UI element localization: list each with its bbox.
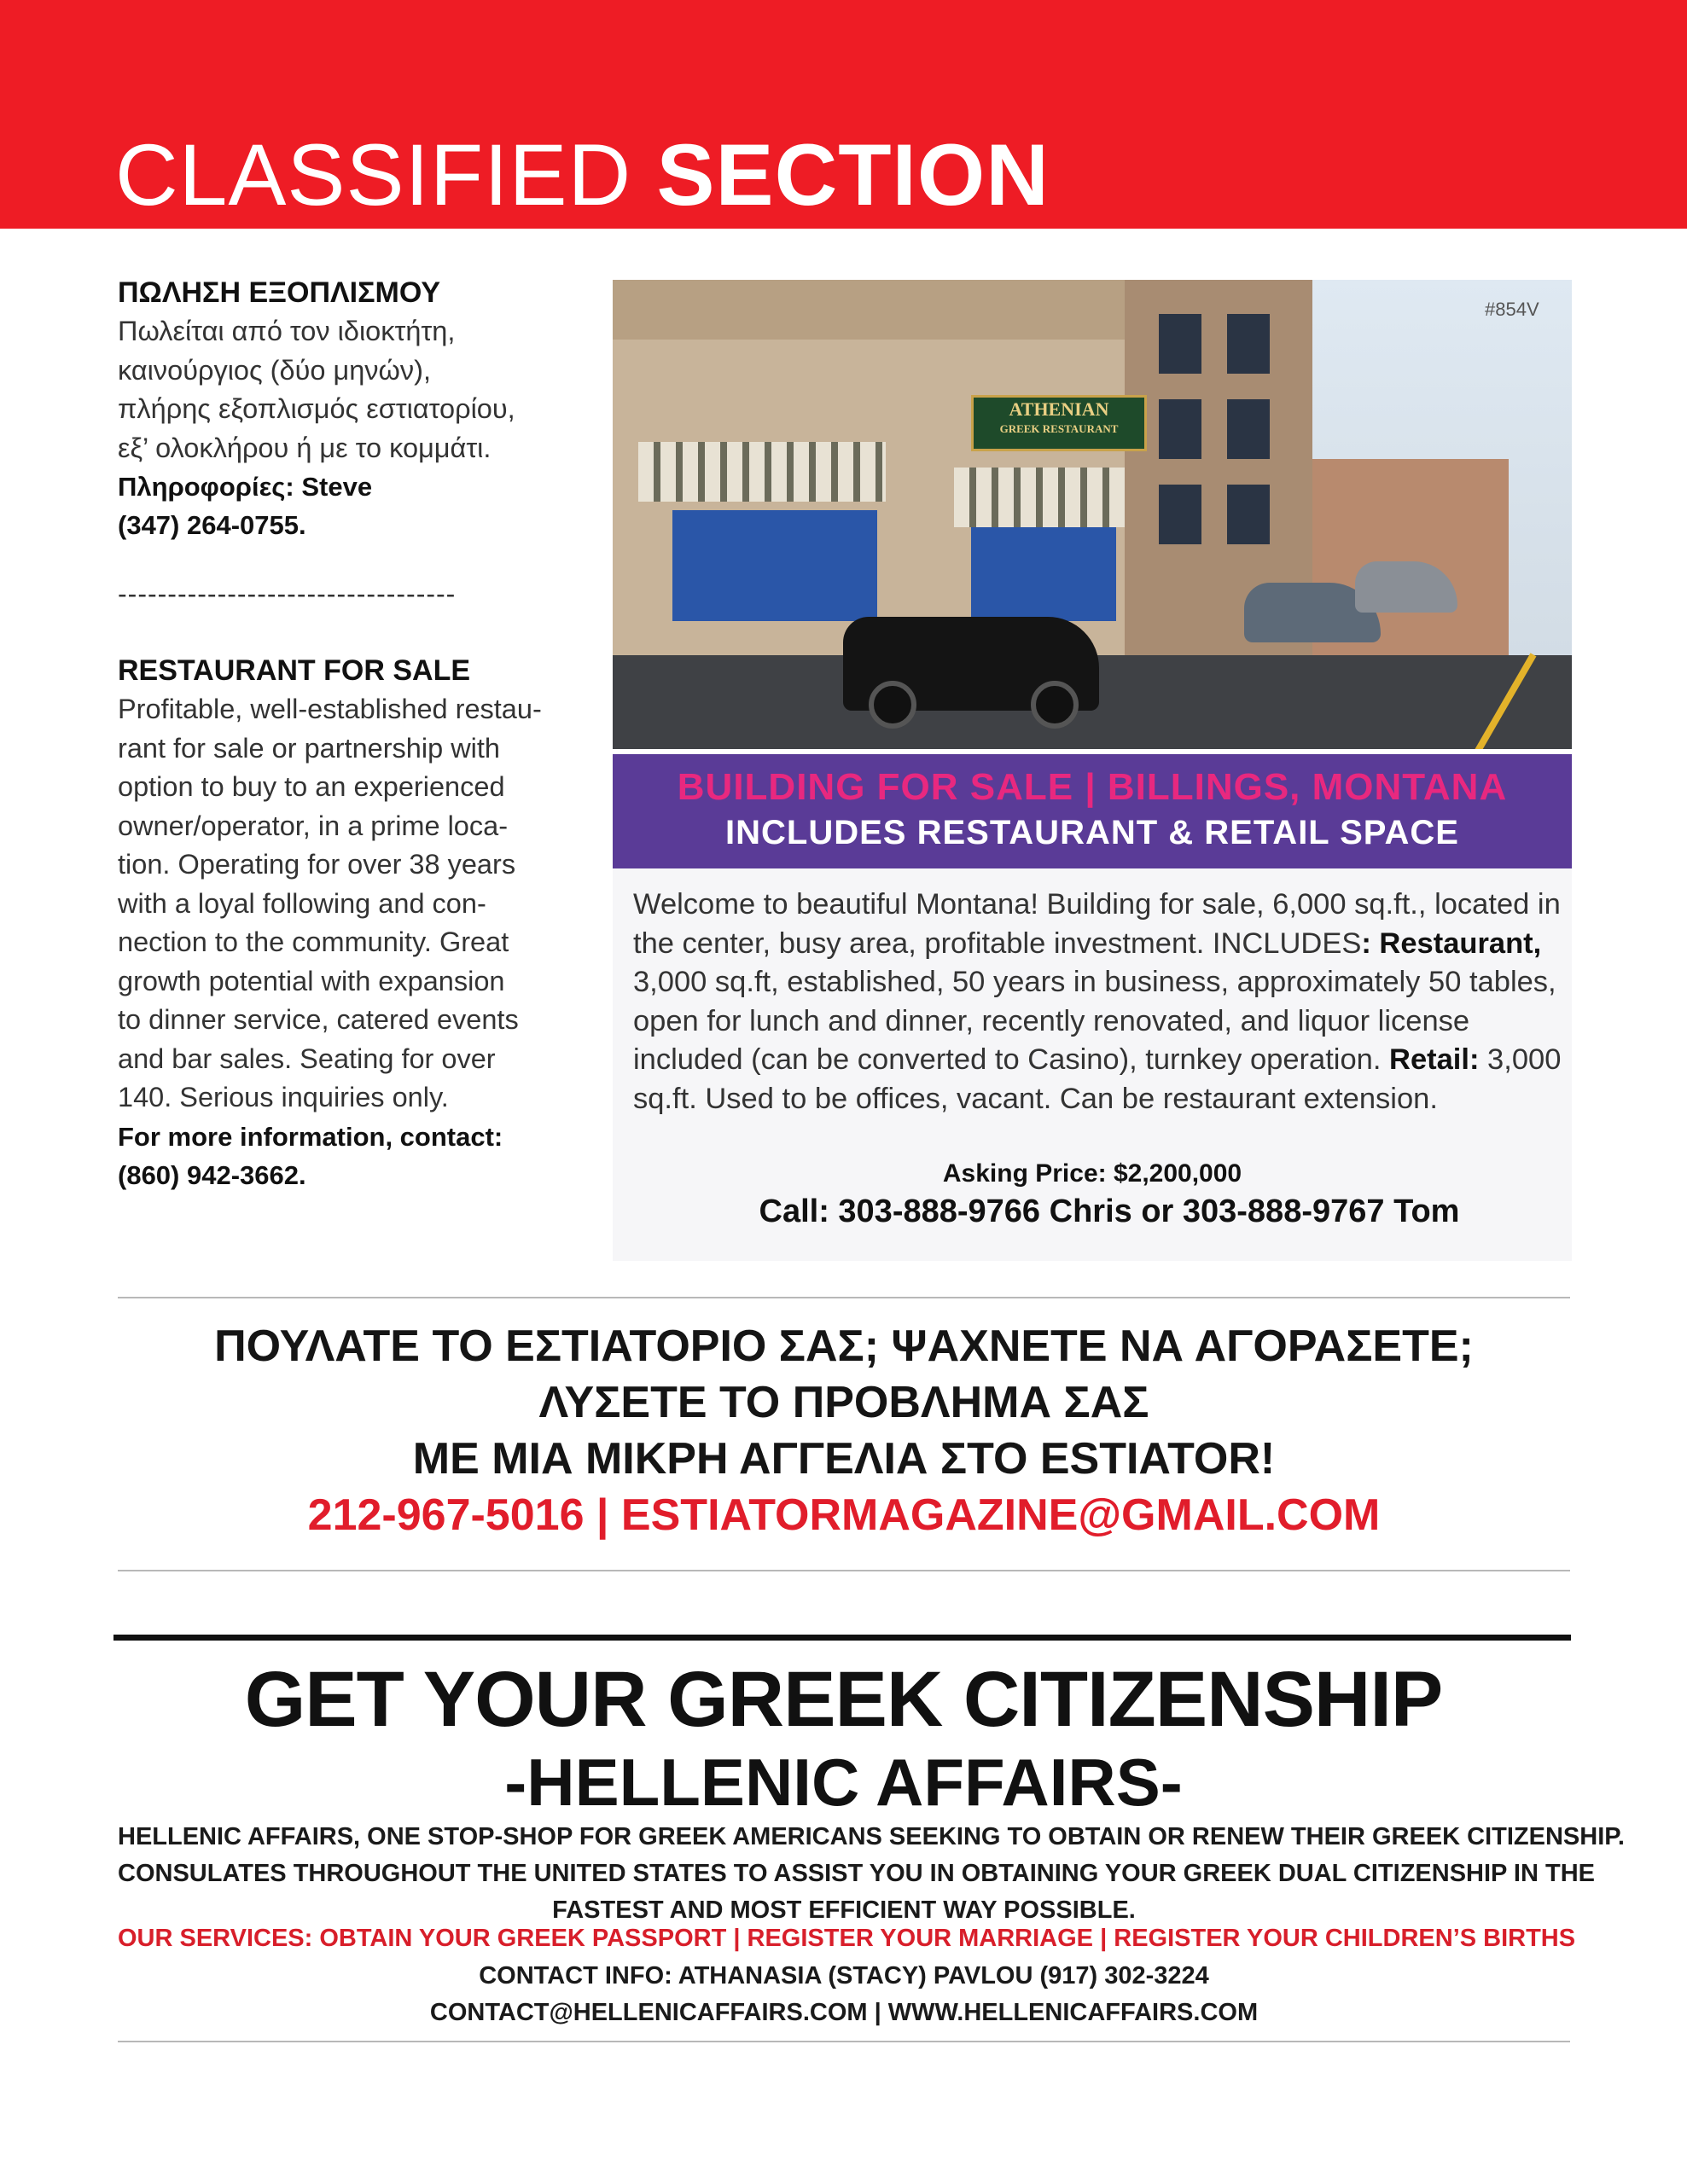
building-description-box xyxy=(613,868,1572,1261)
promo-bottom-rule xyxy=(118,1570,1570,1571)
promo-top-rule xyxy=(118,1297,1570,1298)
tower-window xyxy=(1159,314,1201,374)
citizenship-top-rule xyxy=(113,1635,1571,1641)
desc-restaurant-label: Restaurant, xyxy=(1379,926,1542,960)
ad-restaurant-line: with a loyal following and con- xyxy=(118,887,486,919)
classified-promo xyxy=(118,1318,1570,1543)
citizenship-body-line: FASTEST AND MOST EFFICIENT WAY POSSIBLE. xyxy=(552,1896,1136,1924)
ad-equipment-line: καινούργιος (δύο μηνών), xyxy=(118,354,432,386)
ad-restaurant xyxy=(118,651,579,1194)
ad-restaurant-line: tion. Operating for over 38 years xyxy=(118,849,516,880)
citizenship-body xyxy=(118,1819,1625,1929)
citizenship-body-line: HELLENIC AFFAIRS, ONE STOP-SHOP FOR GREEK AMERICANS SEEKING TO OBTAIN OR RENEW THEIR GREEK CITIZENSHIP. xyxy=(118,1823,1625,1850)
citizenship-subtitle: -HELLENIC AFFAIRS- xyxy=(504,1745,1183,1820)
desc-restaurant-text: 3,000 sq.ft, established, 50 years in business, approximately 50 tables, open for lunch and dinner, recently renovated, and liquor license included (can be converted to Casino), turnkey operation. xyxy=(633,966,1556,1076)
tower-window xyxy=(1159,399,1201,459)
tower-window xyxy=(1227,399,1270,459)
ad-equipment-line: Πωλείται από τον ιδιοκτήτη, xyxy=(118,316,456,346)
ad-restaurant-line: option to buy to an experienced xyxy=(118,771,505,802)
ad-equipment-line: εξ’ ολοκλήρου ή με το κομμάτι. xyxy=(118,432,492,463)
tower-window xyxy=(1227,485,1270,544)
banner-location: BUILDING FOR SALE | BILLINGS, MONTANA xyxy=(677,766,1508,808)
promo-line-1: ΠΟΥΛΑΤΕ ΤΟ ΕΣΤΙΑΤΟΡΙΟ ΣΑΣ; ΨΑΧΝΕΤΕ ΝΑ ΑΓΟΡΑΣΕΤΕ; xyxy=(214,1321,1474,1371)
desc-colon: : xyxy=(1361,926,1380,960)
ad-restaurant-line: owner/operator, in a prime loca- xyxy=(118,810,509,841)
ad-restaurant-line: growth potential with expansion xyxy=(118,965,505,996)
desc-retail-text: 3,000 sq.ft. Used to be offices, vacant. Can be restaurant extension. xyxy=(633,1043,1562,1115)
building-photo xyxy=(613,280,1572,749)
ad-equipment xyxy=(118,273,579,544)
banner-includes: INCLUDES RESTAURANT & RETAIL SPACE xyxy=(725,814,1459,851)
citizenship-body-line: CONSULATES THROUGHOUT THE UNITED STATES TO ASSIST YOU IN OBTAINING YOUR GREEK DUAL CITIZENSHIP IN THE xyxy=(118,1860,1595,1887)
ad-restaurant-line: and bar sales. Seating for over xyxy=(118,1043,496,1074)
car-wheel xyxy=(869,681,916,729)
ad-restaurant-phone[interactable]: (860) 942-3662. xyxy=(118,1159,306,1190)
ad-equipment-heading: ΠΩΛΗΣΗ ΕΞΟΠΛΙΣΜΟΥ xyxy=(118,276,441,309)
promo-contact[interactable]: 212-967-5016 | ESTIATORMAGAZINE@GMAIL.COM xyxy=(307,1490,1381,1540)
citizenship-services: OUR SERVICES: OBTAIN YOUR GREEK PASSPORT | REGISTER YOUR MARRIAGE | REGISTER YOUR CHILDREN’S BIRTHS xyxy=(118,1925,1576,1952)
ad-restaurant-line: nection to the community. Great xyxy=(118,926,509,957)
promo-line-3: ΜΕ ΜΙΑ ΜΙΚΡΗ ΑΓΓΕΛΙΑ ΣΤΟ ESTIATOR! xyxy=(412,1434,1276,1484)
restaurant-sign xyxy=(971,395,1147,451)
building-sale-banner xyxy=(613,754,1572,868)
citizenship-title: GET YOUR GREEK CITIZENSHIP xyxy=(244,1656,1443,1743)
asking-price: Asking Price: $2,200,000 xyxy=(942,1159,1242,1188)
restaurant-sign-sub: GREEK RESTAURANT xyxy=(999,422,1119,435)
ad-equipment-line: πλήρης εξοπλισμός εστιατορίου, xyxy=(118,393,515,424)
citizenship-contact-info[interactable]: CONTACT INFO: ATHANASIA (STACY) PAVLOU (917) 302-3224 xyxy=(479,1962,1209,1989)
ad-restaurant-line: Profitable, well-established restau- xyxy=(118,694,542,724)
building-description xyxy=(633,886,1563,1118)
building-cornice xyxy=(613,280,1125,340)
car-wheel xyxy=(1031,681,1079,729)
citizenship-contact-web[interactable]: CONTACT@HELLENICAFFAIRS.COM | WWW.HELLENICAFFAIRS.COM xyxy=(429,1999,1259,2026)
ad-restaurant-line: rant for sale or partnership with xyxy=(118,732,500,764)
tower-window xyxy=(1227,314,1270,374)
classified-header xyxy=(0,0,1687,229)
section-title xyxy=(115,128,1050,222)
call-contact[interactable]: Call: 303-888-9766 Chris or 303-888-9767 Tom xyxy=(759,1194,1460,1229)
promo-line-2: ΛΥΣΕΤΕ ΤΟ ΠΡΟΒΛΗΜΑ ΣΑΣ xyxy=(538,1378,1149,1427)
desc-retail-label: Retail: xyxy=(1389,1043,1480,1076)
striped-awning xyxy=(954,468,1125,527)
photo-code: #854V xyxy=(1485,299,1539,320)
desc-intro: Welcome to beautiful Montana! Building for sale, 6,000 sq.ft., located in the center, busy area, profitable investment. INCLUDES xyxy=(633,888,1561,960)
storefront-window xyxy=(672,510,877,621)
citizenship-bottom-rule xyxy=(118,2041,1570,2042)
dashed-divider: ---------------------------------- xyxy=(118,578,457,609)
tower-window xyxy=(1159,485,1201,544)
ad-restaurant-heading: RESTAURANT FOR SALE xyxy=(118,654,471,687)
storefront-window xyxy=(971,527,1116,621)
ad-restaurant-contact-label: For more information, contact: xyxy=(118,1121,503,1152)
restaurant-sign-name: ATHENIAN xyxy=(1009,398,1109,420)
ad-equipment-phone[interactable]: (347) 264-0755. xyxy=(118,510,306,540)
ad-restaurant-line: to dinner service, catered events xyxy=(118,1004,519,1035)
section-title-bold: SECTION xyxy=(656,126,1050,224)
striped-awning xyxy=(638,442,886,502)
ad-equipment-contact-name: Πληροφορίες: Steve xyxy=(118,472,373,502)
left-column xyxy=(118,273,579,1194)
ad-restaurant-line: 140. Serious inquiries only. xyxy=(118,1082,449,1112)
section-title-light: CLASSIFIED xyxy=(115,126,632,224)
